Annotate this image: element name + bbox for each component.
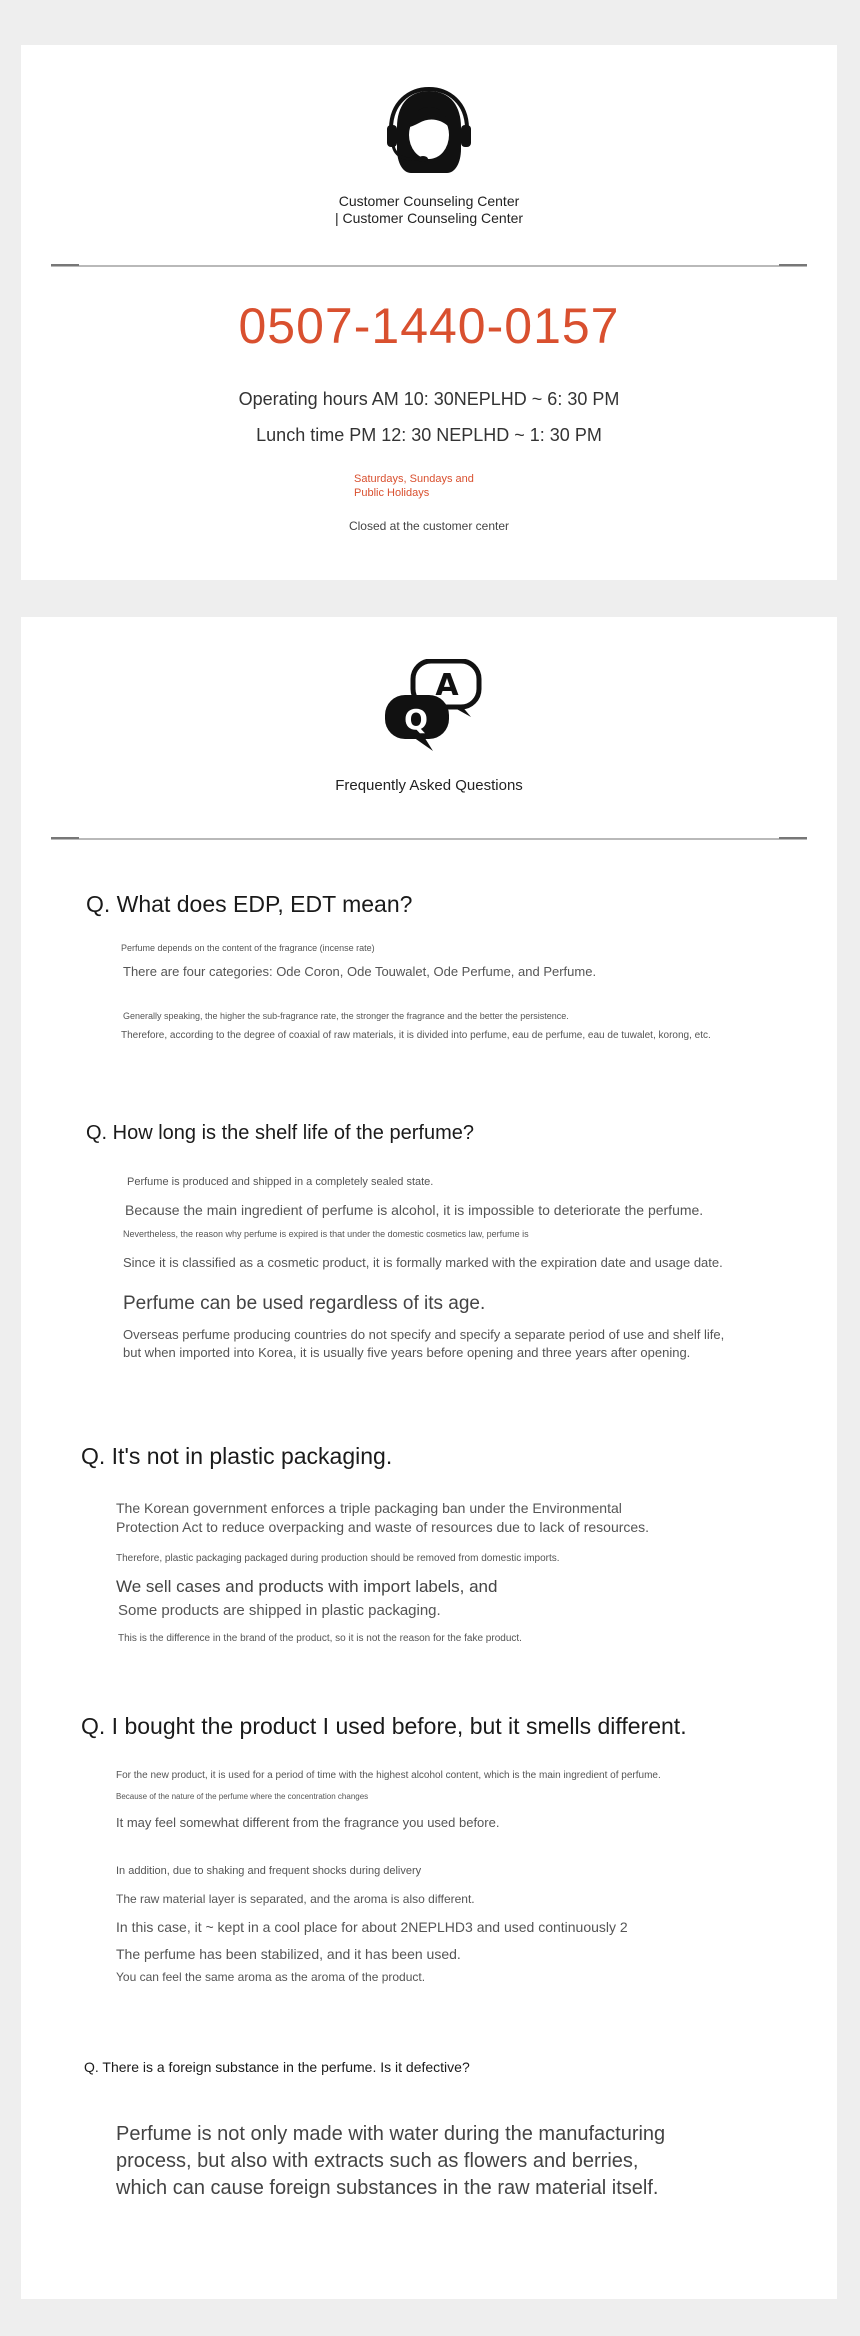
headset-agent-icon xyxy=(385,87,473,179)
faq-answer-line: Since it is classified as a cosmetic product, it is formally marked with the expiration date and usage date. xyxy=(123,1255,723,1270)
faq-answer-line: which can cause foreign substances in the raw material itself. xyxy=(116,2177,659,2199)
faq-question-plastic: Q. It's not in plastic packaging. xyxy=(81,1443,393,1469)
faq-question-edp-edt: Q. What does EDP, EDT mean? xyxy=(86,891,413,917)
center-title-line1: Customer Counseling Center xyxy=(338,193,520,209)
faq-answer-line: We sell cases and products with import labels, and xyxy=(116,1577,498,1596)
faq-answer-line: You can feel the same aroma as the aroma of the product. xyxy=(116,1970,426,1984)
faq-title: Frequently Asked Questions xyxy=(335,777,523,794)
phone-number[interactable]: 0507-1440-0157 xyxy=(238,298,620,354)
faq-answer-line: It may feel somewhat different from the fragrance you used before. xyxy=(116,1815,500,1830)
customer-center-card xyxy=(21,45,837,580)
faq-answer-line: Therefore, according to the degree of coaxial of raw materials, it is divided into perfume, eau de perfume, eau de tuwalet, korong, etc. xyxy=(121,1030,711,1041)
qa-icon-q: Q xyxy=(404,703,428,736)
holiday-line2: Public Holidays xyxy=(354,487,430,499)
faq-answer-line: The perfume has been stabilized, and it has been used. xyxy=(116,1946,461,1962)
faq-answer-line: In addition, due to shaking and frequent shocks during delivery xyxy=(116,1865,422,1877)
faq-answer-line: The raw material layer is separated, and the aroma is also different. xyxy=(116,1892,475,1906)
center-title-line2: | Customer Counseling Center xyxy=(334,210,524,226)
faq-answer-line: but when imported into Korea, it is usually five years before opening and three years after opening. xyxy=(123,1345,691,1360)
faq-answer-line: Therefore, plastic packaging packaged during production should be removed from domestic imports. xyxy=(116,1553,560,1564)
faq-answer-line: process, but also with extracts such as flowers and berries, xyxy=(116,2150,639,2172)
holiday-line1: Saturdays, Sundays and xyxy=(354,473,474,485)
closed-note: Closed at the customer center xyxy=(348,519,510,533)
faq-question-smell-different: Q. I bought the product I used before, but it smells different. xyxy=(81,1713,687,1739)
faq-answer-highlight: Perfume can be used regardless of its age. xyxy=(123,1293,486,1314)
faq-answer-line: Perfume is produced and shipped in a completely sealed state. xyxy=(127,1176,434,1188)
divider xyxy=(51,838,807,840)
faq-answer-line: Perfume depends on the content of the fragrance (incense rate) xyxy=(121,943,375,953)
faq-card xyxy=(21,617,837,2299)
qa-icon-a: A xyxy=(435,668,459,703)
faq-question-shelf-life: Q. How long is the shelf life of the perfume? xyxy=(86,1122,474,1144)
operating-hours: Operating hours AM 10: 30NEPLHD ~ 6: 30 PM xyxy=(238,389,620,409)
faq-answer-line: Some products are shipped in plastic packaging. xyxy=(118,1602,441,1619)
faq-answer-line: Generally speaking, the higher the sub-fragrance rate, the stronger the fragrance and the better the persistence. xyxy=(123,1011,569,1021)
faq-answer-line: Nevertheless, the reason why perfume is expired is that under the domestic cosmetics law, perfume is xyxy=(123,1229,529,1239)
divider xyxy=(51,265,807,267)
faq-answer-line: In this case, it ~ kept in a cool place for about 2NEPLHD3 and used continuously 2 xyxy=(116,1919,628,1935)
faq-answer-line: Because of the nature of the perfume where the concentration changes xyxy=(116,1792,369,1801)
faq-answer-line: Perfume is not only made with water during the manufacturing xyxy=(116,2123,666,2145)
faq-answer-line: Protection Act to reduce overpacking and waste of resources due to lack of resources. xyxy=(116,1519,650,1535)
faq-answer-line: For the new product, it is used for a period of time with the highest alcohol content, which is the main ingredient of perfume. xyxy=(116,1770,661,1781)
faq-question-foreign-substance: Q. There is a foreign substance in the perfume. Is it defective? xyxy=(84,2059,470,2075)
faq-answer-line: The Korean government enforces a triple packaging ban under the Environmental xyxy=(116,1500,622,1516)
faq-answer-line: Because the main ingredient of perfume is alcohol, it is impossible to deteriorate the perfume. xyxy=(125,1202,704,1218)
faq-answer-line: There are four categories: Ode Coron, Ode Touwalet, Ode Perfume, and Perfume. xyxy=(123,964,597,979)
faq-answer-line: Overseas perfume producing countries do not specify and specify a separate period of use and shelf life, xyxy=(123,1327,725,1342)
qa-bubbles-icon xyxy=(383,659,483,753)
lunch-time: Lunch time PM 12: 30 NEPLHD ~ 1: 30 PM xyxy=(256,425,602,445)
faq-answer-line: This is the difference in the brand of the product, so it is not the reason for the fake product. xyxy=(118,1633,522,1644)
